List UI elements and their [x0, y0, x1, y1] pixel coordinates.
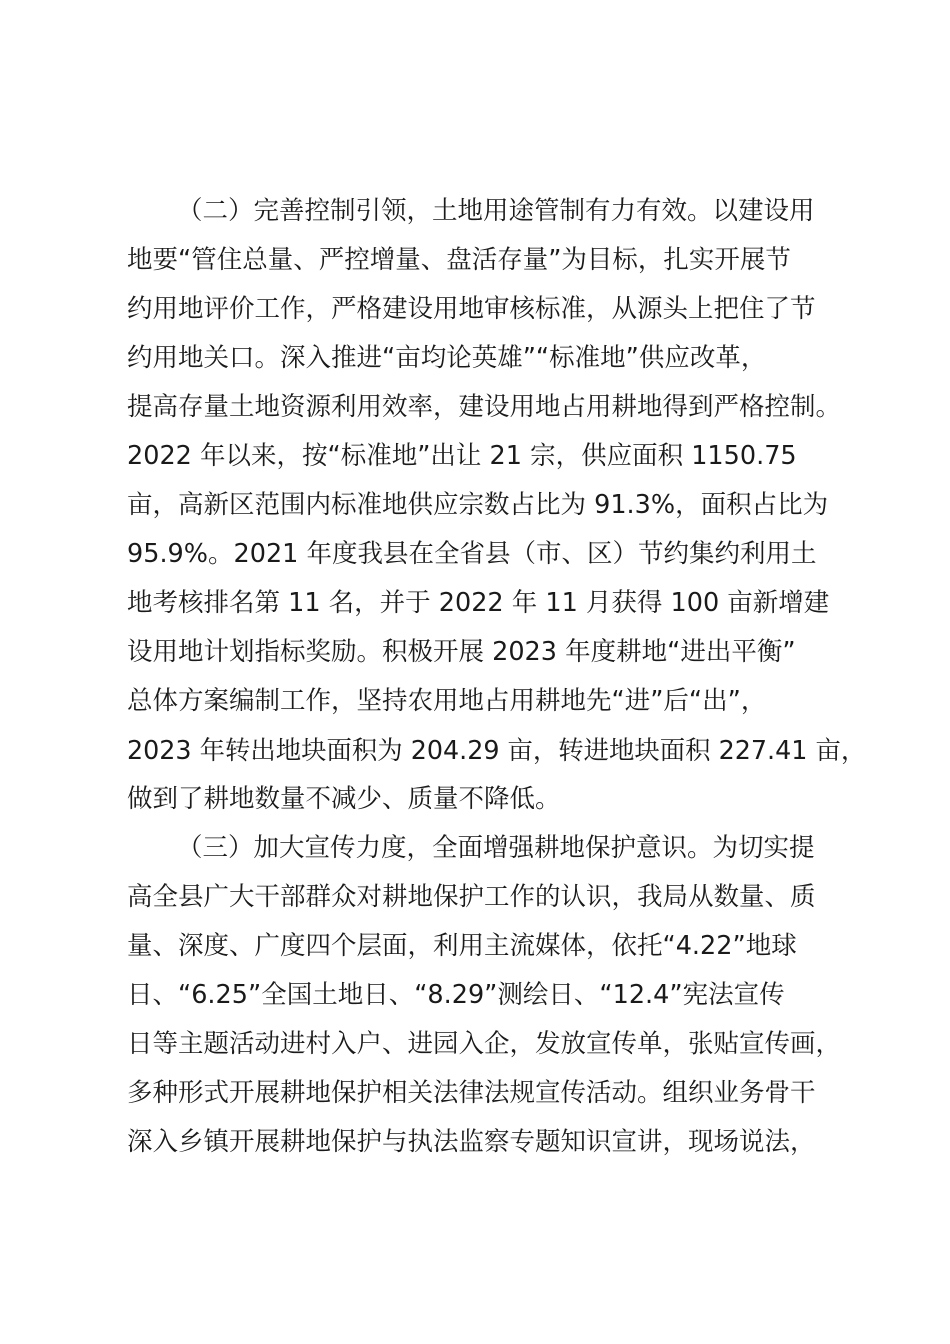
text-line: 多种形式开展耕地保护相关法律法规宣传活动。组织业务骨干 [127, 1078, 816, 1108]
paragraph-3-heading-line: （三）加大宣传力度，全面增强耕地保护意识。为切实提 [177, 833, 815, 863]
text-line: 亩，高新区范围内标准地供应宗数占比为 91.3%，面积占比为 [127, 490, 829, 520]
text-line: 地要“管住总量、严控增量、盘活存量”为目标，扎实开展节 [127, 245, 791, 275]
text-line: 提高存量土地资源利用效率，建设用地占用耕地得到严格控制。 [127, 392, 842, 422]
text-line: 深入乡镇开展耕地保护与执法监察专题知识宣讲，现场说法， [127, 1127, 816, 1157]
text-line: 高全县广大干部群众对耕地保护工作的认识，我局从数量、质 [127, 882, 816, 912]
document-body [127, 187, 867, 1167]
text-line: 总体方案编制工作，坚持农用地占用耕地先“进”后“出”， [127, 686, 767, 716]
text-line: 约用地评价工作，严格建设用地审核标准，从源头上把住了节 [127, 294, 816, 324]
text-line: 量、深度、广度四个层面，利用主流媒体，依托“4.22”地球 [127, 931, 797, 961]
text-line: 做到了耕地数量不减少、质量不降低。 [127, 784, 561, 814]
paragraph-2-heading-line: （二）完善控制引领，土地用途管制有力有效。以建设用 [177, 196, 815, 226]
text-line: 地考核排名第 11 名，并于 2022 年 11 月获得 100 亩新增建 [127, 588, 830, 618]
text-line: 日、“6.25”全国土地日、“8.29”测绘日、“12.4”宪法宣传 [127, 980, 785, 1010]
text-line: 日等主题活动进村入户、进园入企，发放宣传单，张贴宣传画， [127, 1029, 842, 1059]
text-line: 约用地关口。深入推进“亩均论英雄”“标准地”供应改革， [127, 343, 767, 373]
text-line: 设用地计划指标奖励。积极开展 2023 年度耕地“进出平衡” [127, 637, 796, 667]
text-line: 2022 年以来，按“标准地”出让 21 宗，供应面积 1150.75 [127, 441, 797, 471]
text-line: 2023 年转出地块面积为 204.29 亩，转进地块面积 227.41 亩， [127, 735, 867, 765]
text-line: 95.9%。2021 年度我县在全省县（市、区）节约集约利用土 [127, 539, 817, 569]
